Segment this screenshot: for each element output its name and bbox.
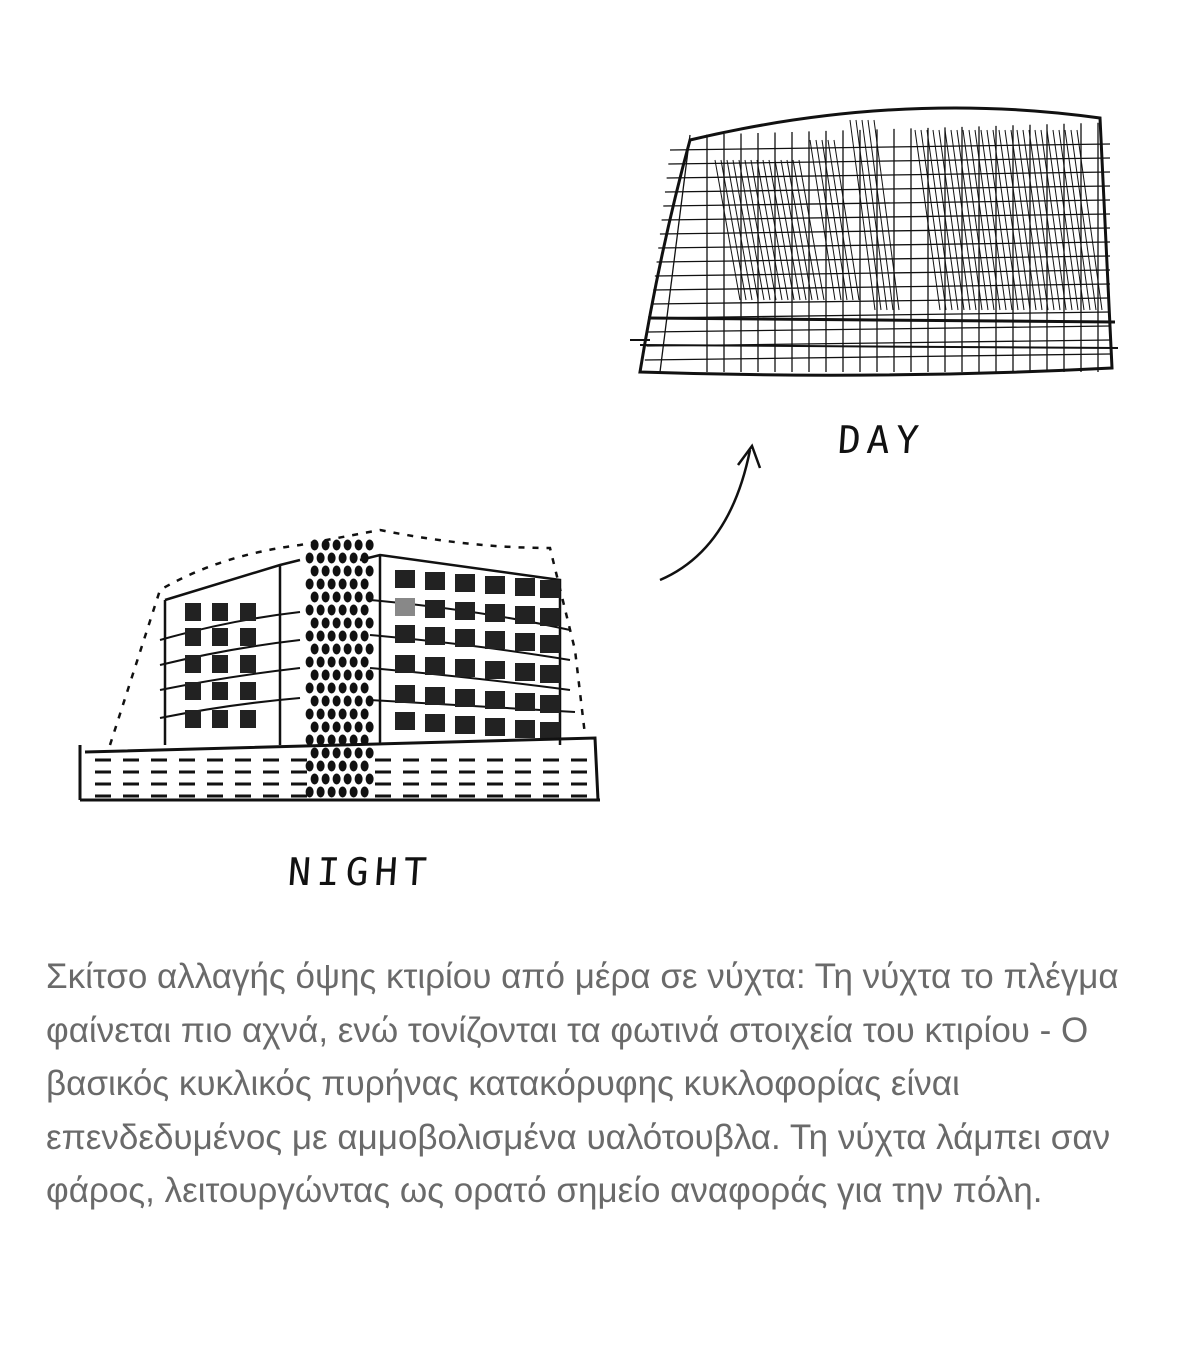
night-label: NIGHT — [286, 850, 434, 894]
image-caption: Σκίτσο αλλαγής όψης κτιρίου από μέρα σε νύχτα: Τη νύχτα το πλέγμα φαίνεται πιο αχνά, ενώ τονίζονται τα φωτινά στοιχεία του κτιρίου - Ο βασικός κυκλικός πυρήνας κατακόρυφης κυκλοφορίας είναι επενδεδυμένος με αμμοβολισμένα υαλότουβλα. Τη νύχτα λάμπει σαν φάρος, λειτουργώντας ως ορατό σημείο αναφοράς για την πόλη. — [46, 957, 1119, 1210]
transition-arrow — [660, 446, 760, 580]
day-label: DAY — [836, 418, 927, 462]
day-building-drawing — [630, 108, 1118, 375]
night-building-drawing — [80, 530, 600, 800]
